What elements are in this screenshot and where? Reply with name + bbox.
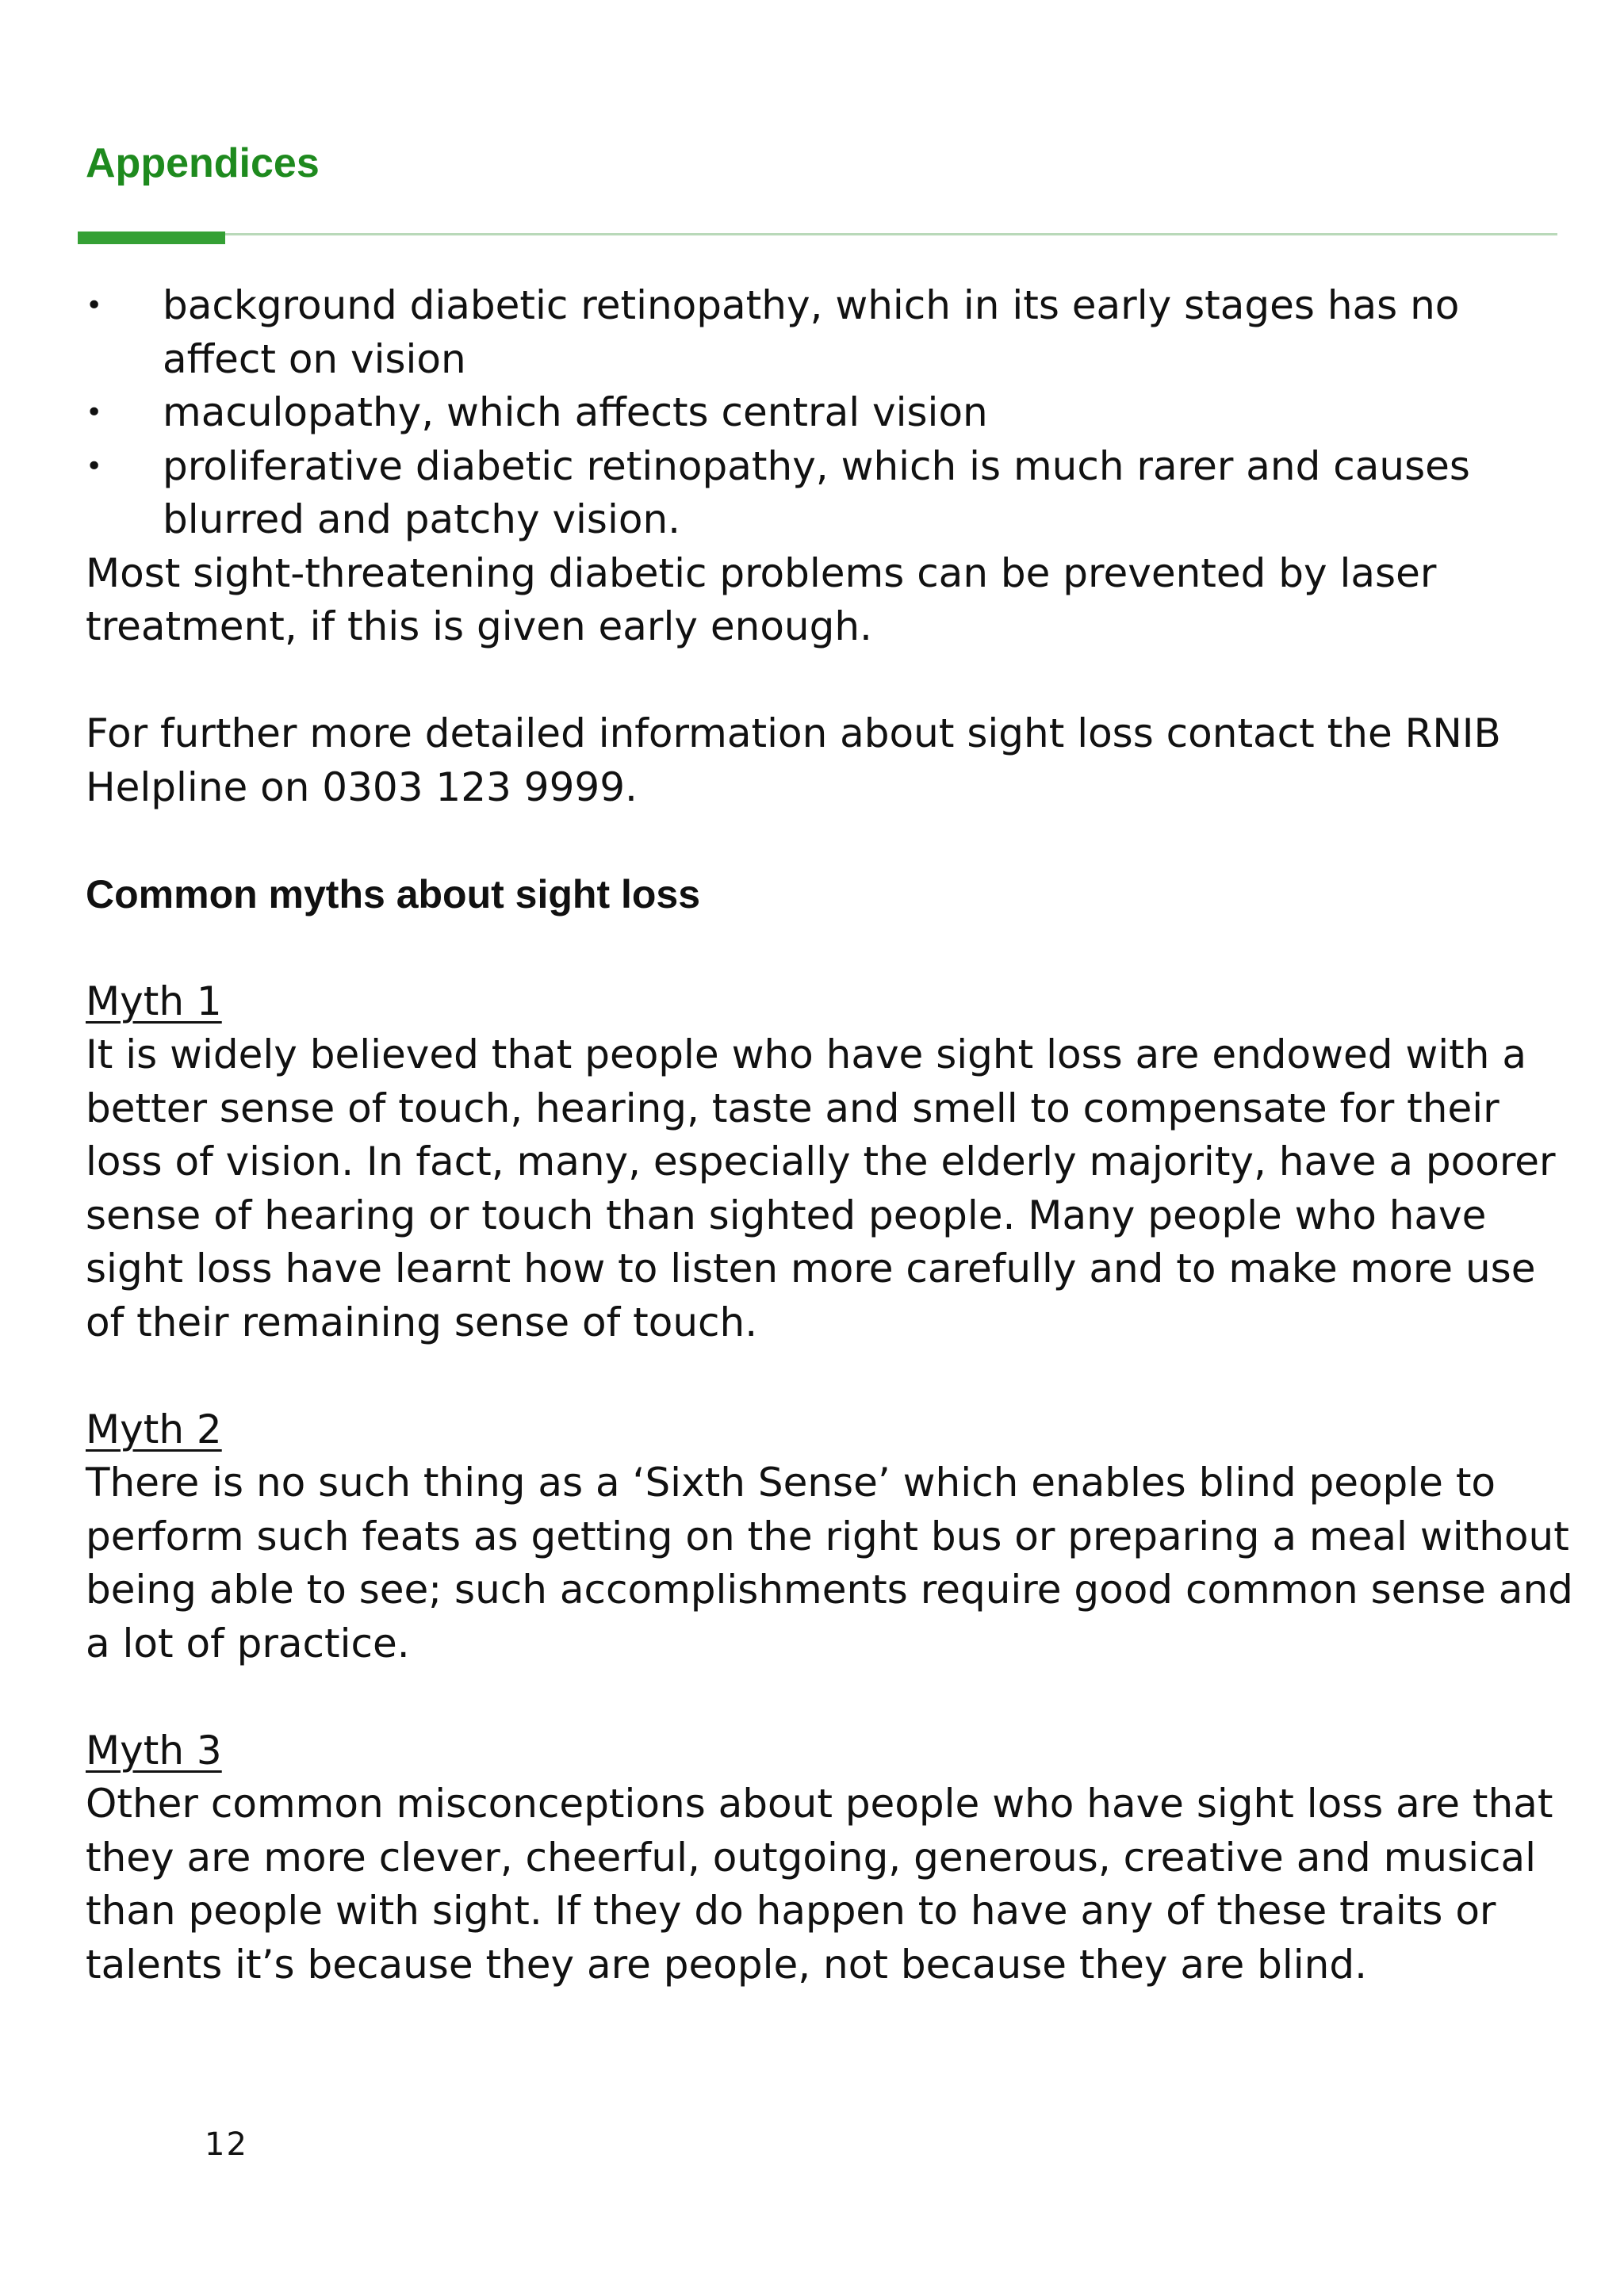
myth-1-block (86, 975, 1576, 1029)
retinopathy-list (86, 279, 1576, 547)
helpline-paragraph: For further more detailed information about sight loss contact the RNIB Helpline on 0303 123 9999. (86, 710, 1501, 810)
page-content (86, 279, 1576, 1992)
spacer (86, 1670, 1576, 1724)
myth-1-label: Myth 1 (86, 978, 222, 1024)
list-item (86, 386, 1576, 440)
section-header: Appendices (86, 140, 320, 186)
list-item-text: background diabetic retinopathy, which in its early stages has no affect on vision (163, 282, 1460, 382)
bullet-icon: • (86, 289, 103, 322)
myth-2-text: There is no such thing as a ‘Sixth Sense’ which enables blind people to perform such feats as getting on the right bus or preparing a meal without being able to see; such accomplishments require good common sense and a lot of practice. (86, 1460, 1573, 1667)
list-item (86, 279, 1576, 386)
myth-1-text: It is widely believed that people who have sight loss are endowed with a better sense of touch, hearing, taste and smell to compensate for their loss of vision. In fact, many, especially the elderly majority, have a poorer sense of hearing or touch than sighted people. Many people who have sight loss have learnt how to listen more carefully and to make more use of their remaining sense of touch. (86, 1031, 1556, 1345)
myth-2-label: Myth 2 (86, 1406, 222, 1452)
header-rule-accent (78, 232, 225, 244)
spacer (86, 654, 1576, 708)
header-rule (78, 233, 1557, 235)
list-item-text: maculopathy, which affects central vision (163, 389, 988, 435)
spacer (86, 1349, 1576, 1403)
myth-3-block (86, 1724, 1576, 1778)
list-item (86, 440, 1576, 547)
laser-treatment-paragraph: Most sight-threatening diabetic problems can be prevented by laser treatment, if this is given early enough. (86, 549, 1437, 649)
list-item-text: proliferative diabetic retinopathy, which is much rarer and causes blurred and patchy vision. (163, 442, 1470, 542)
spacer (86, 921, 1576, 975)
myth-3-label: Myth 3 (86, 1727, 222, 1774)
myth-2-block (86, 1403, 1576, 1457)
page-number: 12 (205, 2126, 248, 2163)
myth-3-text: Other common misconceptions about people who have sight loss are that they are more clever, cheerful, outgoing, generous, creative and musical than people with sight. If they do happen to have any of these traits or talents it’s because they are people, not because they are blind. (86, 1781, 1553, 1988)
bullet-icon: • (86, 450, 103, 483)
bullet-icon: • (86, 396, 103, 429)
myths-heading: Common myths about sight loss (86, 871, 701, 916)
spacer (86, 814, 1576, 868)
